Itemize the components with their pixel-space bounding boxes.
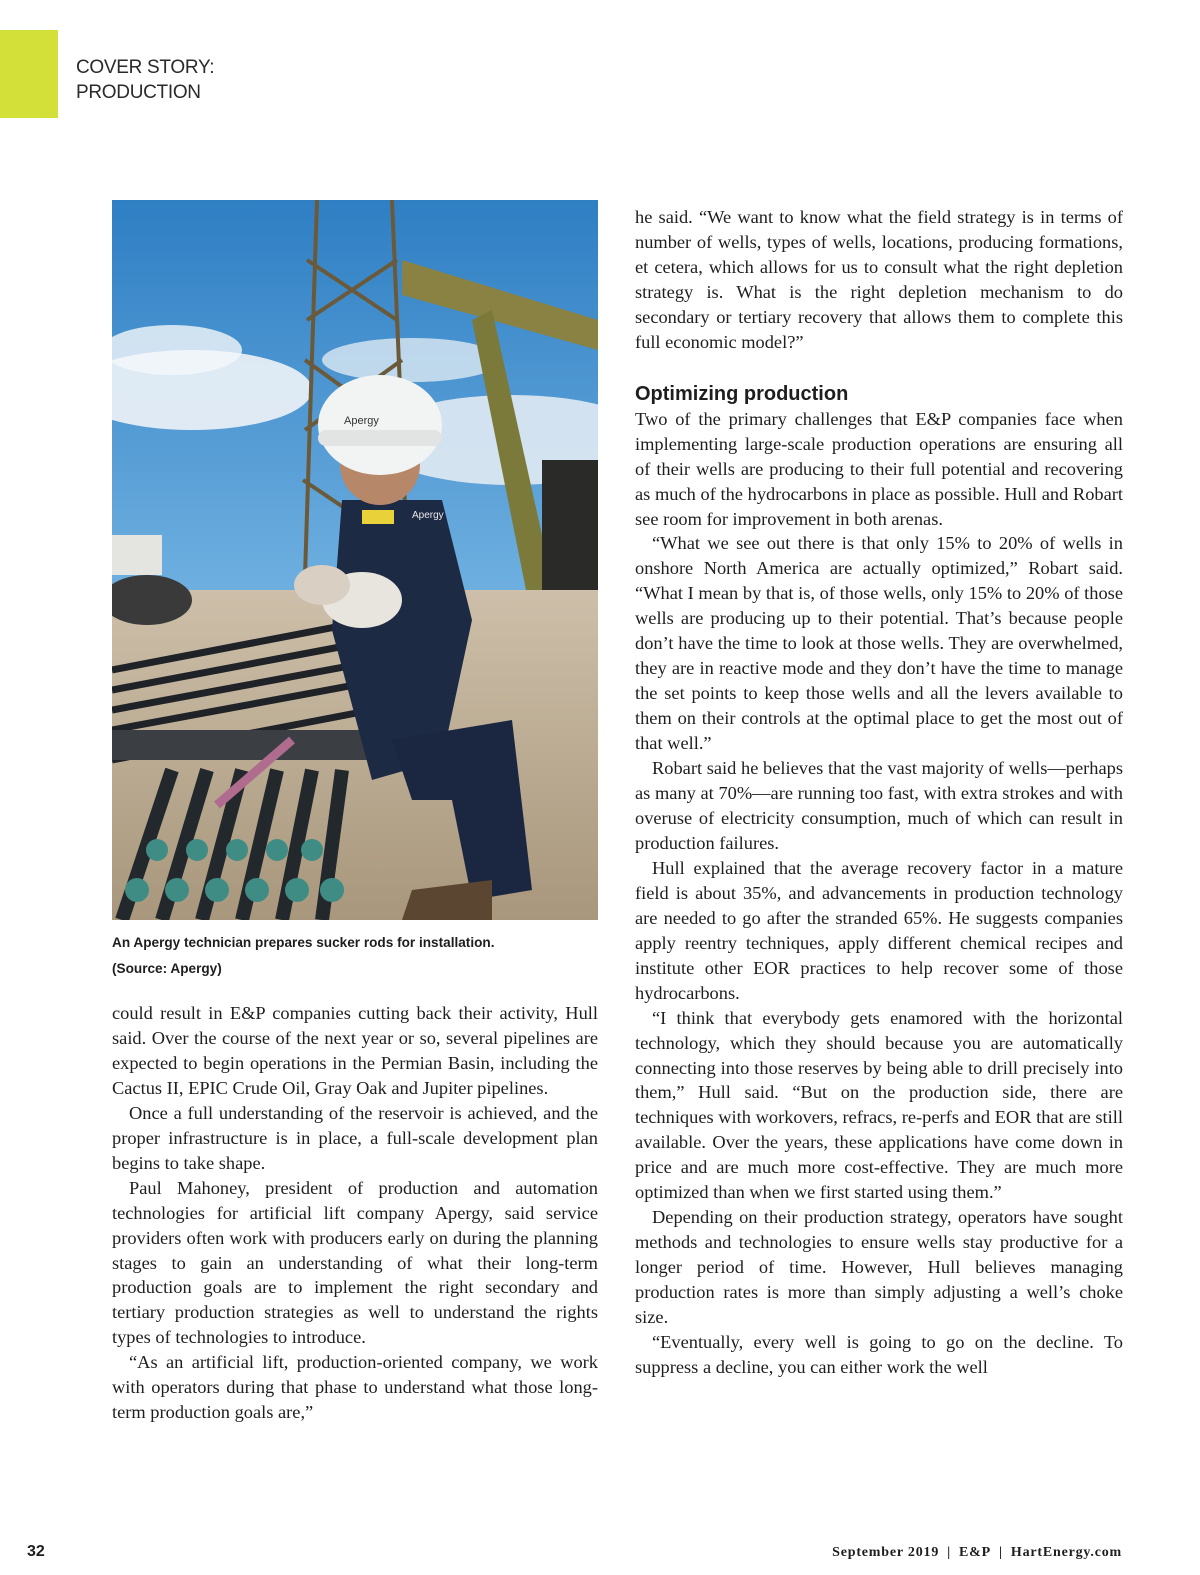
right-paragraph-4: Robart said he believes that the vast majority of wells—perhaps as many at 70%—are running too fast, with extra strokes and with overuse of electricity consumption, much of which can result in production failures. [635,758,1123,853]
section-label-line1: COVER STORY: [76,57,215,78]
photo-caption [112,930,598,982]
jacket-logo-text: Apergy [412,510,444,521]
caption-source: (Source: Apergy) [112,961,222,976]
page-number: 32 [27,1543,45,1560]
footer-publication: E&P [959,1545,991,1560]
left-paragraph-2: Once a full understanding of the reservoir is achieved, and the proper infrastructure is in place, a full-scale development plan begins to take shape. [112,1102,598,1173]
right-paragraph-2: Two of the primary challenges that E&P companies face when implementing large-scale production operations are ensuring all of their wells are producing to their full potential and recovering as much of the hydrocarbons in place as possible. Hull and Robart see room for improvement in both arenas. [635,408,1123,529]
left-paragraph-4: “As an artificial lift, production-oriented company, we work with operators during that phase to understand what those long-term production goals are,” [112,1352,598,1423]
right-paragraph-5: Hull explained that the average recovery factor in a mature field is about 35%, and advancements in production technology are needed to go after the stranded 65%. He suggests companies apply reentry techniques, apply different chemical recipes and institute other EOR practices to help recover some of those hydrocarbons. [635,857,1123,1003]
footer-separator: | [947,1545,952,1560]
right-paragraph-3: “What we see out there is that only 15% to 20% of wells in onshore North America are actually optimized,” Robart said. “What I mean by that is, of those wells, only 15% to 20% of those wells are producing up to their potential. That’s because people don’t have the time to look at those wells. They are overwhelmed, they are in reactive mode and they don’t have the time to manage the set points to keep those wells and all the levers available to them on their controls at the optimal place to get the most out of that well.” [635,533,1123,754]
page-footer [832,1545,1122,1561]
caption-line1: An Apergy technician prepares sucker rods for installation. [112,935,495,950]
right-paragraph-1: he said. “We want to know what the field strategy is in terms of number of wells, types of wells, locations, producing formations, et cetera, which allows for us to consult what the right depletion strategy is. What is the right depletion mechanism to do secondary or tertiary recovery that allows them to complete this full economic model?” [635,207,1123,352]
right-column [635,205,1123,1380]
right-paragraph-6: “I think that everybody gets enamored with the horizontal technology, which they should because you are automatically connecting into those reserves by being able to drill precisely into them,” Hull said. “But on the production side, there are techniques with workovers, refracs, re-perfs and EOR that are still available. Over the years, these applications have come down in price and are much more cost-effective. They are much more optimized than when we first started using them.” [635,1007,1123,1203]
footer-website: HartEnergy.com [1010,1545,1122,1560]
section-label-line2: PRODUCTION [76,82,201,103]
left-paragraph-3: Paul Mahoney, president of production and automation technologies for artificial lift company Apergy, said service providers often work with producers early on during the planning stages to gain an understanding of what their long-term production goals are to implement the right secondary and tertiary production strategies as well to understand the rights types of technologies to introduce. [112,1177,598,1348]
section-color-tab [0,30,58,118]
left-paragraph-1: could result in E&P companies cutting back their activity, Hull said. Over the course of the next year or so, several pipelines are expected to begin operations in the Permian Basin, including the Cactus II, EPIC Crude Oil, Gray Oak and Jupiter pipelines. [112,1003,598,1098]
right-paragraph-8: “Eventually, every well is going to go on the decline. To suppress a decline, you can either work the well [635,1331,1123,1377]
footer-separator: | [998,1545,1003,1560]
section-heading: Optimizing production [635,382,849,405]
footer-date: September 2019 [832,1545,940,1560]
left-column [112,1001,598,1425]
helmet-logo-text: Apergy [344,415,379,427]
section-label [76,55,214,105]
article-photo [112,200,598,920]
right-paragraph-7: Depending on their production strategy, operators have sought methods and technologies to ensure wells stay productive for a longer period of time. However, Hull believes managing production rates is more than simply adjusting a well’s choke size. [635,1207,1123,1328]
